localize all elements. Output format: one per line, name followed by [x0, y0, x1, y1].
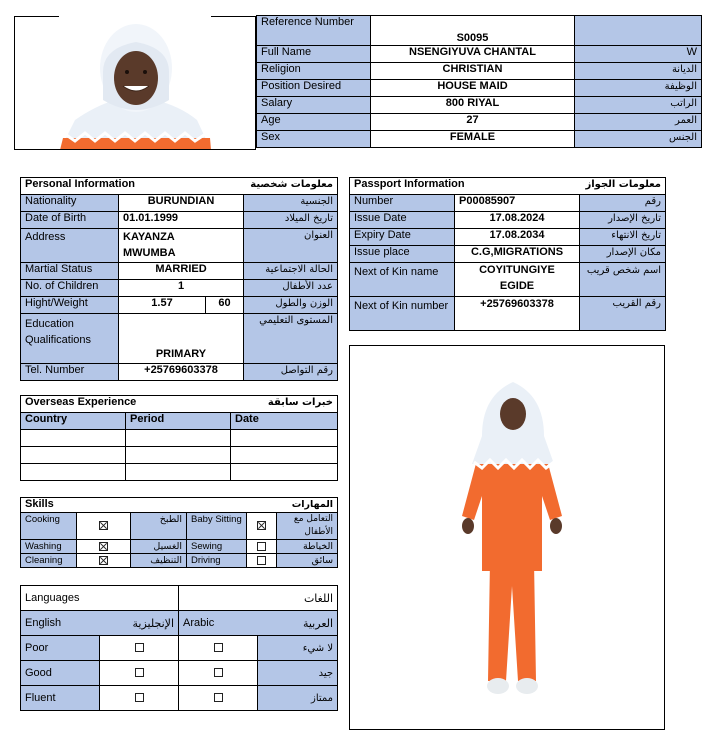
personal-info-table	[20, 177, 338, 381]
dob-ar: تاريخ الميلاد	[244, 212, 338, 229]
tel-value: +25769603378	[119, 364, 244, 381]
skill-sewing-ar: الخياطة	[277, 540, 338, 554]
children-label: No. of Children	[21, 280, 119, 297]
height-weight-label: Hight/Weight	[21, 297, 119, 314]
overseas-title: Overseas Experience	[21, 396, 231, 413]
salary-value: 800 RIYAL	[371, 97, 575, 114]
skill-cooking-ar: الطبخ	[131, 513, 187, 540]
position-ar: الوظيفة	[575, 80, 702, 97]
nationality-value: BURUNDIAN	[119, 195, 244, 212]
skill-cooking-label: Cooking	[21, 513, 77, 540]
nationality-label: Nationality	[21, 195, 119, 212]
skill-cleaning-checkbox[interactable]	[99, 556, 108, 565]
children-value: 1	[119, 280, 244, 297]
sex-label: Sex	[257, 131, 371, 148]
personal-info-title: Personal Information	[21, 178, 206, 195]
table-row	[21, 464, 338, 481]
education-label: Education Qualifications	[21, 314, 119, 364]
issue-place-ar: مكان الإصدار	[580, 246, 666, 263]
position-value: HOUSE MAID	[371, 80, 575, 97]
header-table	[256, 15, 702, 148]
education-value: PRIMARY	[119, 314, 244, 364]
arabic-poor-checkbox[interactable]	[214, 643, 223, 652]
address-ar: العنوان	[244, 229, 338, 263]
religion-ar: الديانة	[575, 63, 702, 80]
english-label: English	[21, 611, 100, 636]
table-row	[21, 447, 338, 464]
level-poor-label: Poor	[21, 636, 100, 661]
english-fluent-checkbox[interactable]	[135, 693, 144, 702]
salary-label: Salary	[257, 97, 371, 114]
kin-name-value: COYITUNGIYE EGIDE	[455, 263, 580, 297]
english-good-checkbox[interactable]	[135, 668, 144, 677]
personal-info-title-ar: معلومات شخصية	[206, 178, 338, 195]
languages-table	[20, 585, 338, 711]
issue-date-value: 17.08.2024	[455, 212, 580, 229]
languages-title: Languages	[21, 586, 179, 611]
kin-number-value: +25769603378	[455, 297, 580, 331]
skill-babysitting-checkbox[interactable]	[257, 521, 266, 530]
issue-place-value: C.G,MIGRATIONS	[455, 246, 580, 263]
passport-number-value: P00085907	[455, 195, 580, 212]
full-body-photo	[349, 345, 665, 730]
arabic-label: Arabic	[179, 611, 258, 636]
english-poor-checkbox[interactable]	[135, 643, 144, 652]
skill-cleaning-label: Cleaning	[21, 554, 77, 568]
arabic-good-checkbox[interactable]	[214, 668, 223, 677]
skill-driving-checkbox[interactable]	[257, 556, 266, 565]
skills-title-ar: المهارات	[187, 498, 338, 513]
education-ar: المستوى التعليمي	[244, 314, 338, 364]
weight-value: 60	[206, 297, 244, 314]
address-label: Address	[21, 229, 119, 263]
reference-number-value: S0095	[371, 16, 575, 46]
dob-value: 01.01.1999	[119, 212, 244, 229]
full-name-value: NSENGIYUVA CHANTAL	[371, 46, 575, 63]
issue-date-label: Issue Date	[350, 212, 455, 229]
expiry-date-label: Expiry Date	[350, 229, 455, 246]
position-label: Position Desired	[257, 80, 371, 97]
level-fluent-label: Fluent	[21, 686, 100, 711]
skill-cooking-checkbox[interactable]	[99, 521, 108, 530]
reference-number-label: Reference Number	[257, 16, 371, 46]
passport-number-label: Number	[350, 195, 455, 212]
level-poor-ar: لا شيء	[258, 636, 338, 661]
marital-ar: الحالة الاجتماعية	[244, 263, 338, 280]
skill-washing-ar: الغسيل	[131, 540, 187, 554]
expiry-date-value: 17.08.2034	[455, 229, 580, 246]
religion-label: Religion	[257, 63, 371, 80]
sex-ar: الجنس	[575, 131, 702, 148]
skill-cleaning-ar: التنظيف	[131, 554, 187, 568]
table-row	[21, 430, 338, 447]
passport-number-ar: رقم	[580, 195, 666, 212]
issue-place-label: Issue place	[350, 246, 455, 263]
skill-driving-ar: سائق	[277, 554, 338, 568]
age-label: Age	[257, 114, 371, 131]
skill-sewing-label: Sewing	[187, 540, 247, 554]
tel-ar: رقم التواصل	[244, 364, 338, 381]
nationality-ar: الجنسية	[244, 195, 338, 212]
marital-label: Martial Status	[21, 263, 119, 280]
languages-title-ar: اللغات	[179, 586, 338, 611]
kin-number-label: Next of Kin number	[350, 297, 455, 331]
height-weight-ar: الوزن والطول	[244, 297, 338, 314]
col-country: Country	[21, 413, 126, 430]
children-ar: عدد الأطفال	[244, 280, 338, 297]
skill-washing-checkbox[interactable]	[99, 542, 108, 551]
marital-value: MARRIED	[119, 263, 244, 280]
age-value: 27	[371, 114, 575, 131]
religion-value: CHRISTIAN	[371, 63, 575, 80]
issue-date-ar: تاريخ الإصدار	[580, 212, 666, 229]
address-value: KAYANZA MWUMBA	[119, 229, 244, 263]
arabic-fluent-checkbox[interactable]	[214, 693, 223, 702]
skill-sewing-checkbox[interactable]	[257, 542, 266, 551]
kin-number-ar: رقم القريب	[580, 297, 666, 331]
kin-name-label: Next of Kin name	[350, 263, 455, 297]
full-name-ar: W	[575, 46, 702, 63]
height-value: 1.57	[119, 297, 206, 314]
level-good-label: Good	[21, 661, 100, 686]
level-fluent-ar: ممتاز	[258, 686, 338, 711]
tel-label: Tel. Number	[21, 364, 119, 381]
dob-label: Date of Birth	[21, 212, 119, 229]
kin-name-ar: اسم شخص قريب	[580, 263, 666, 297]
skill-babysitting-ar: التعامل مع الأطفال	[277, 513, 338, 540]
age-ar: العمر	[575, 114, 702, 131]
overseas-experience-table	[20, 395, 338, 481]
skill-babysitting-label: Baby Sitting	[187, 513, 247, 540]
overseas-title-ar: خبرات سابقة	[231, 396, 338, 413]
skills-table	[20, 497, 338, 568]
sex-value: FEMALE	[371, 131, 575, 148]
passport-info-table	[349, 177, 666, 331]
passport-info-title: Passport Information	[350, 178, 580, 195]
level-good-ar: جيد	[258, 661, 338, 686]
skills-title: Skills	[21, 498, 187, 513]
skill-driving-label: Driving	[187, 554, 247, 568]
arabic-ar: العربية	[258, 611, 338, 636]
full-name-label: Full Name	[257, 46, 371, 63]
col-date: Date	[231, 413, 338, 430]
passport-info-title-ar: معلومات الجواز	[580, 178, 666, 195]
english-ar: الإنجليزية	[100, 611, 179, 636]
skill-washing-label: Washing	[21, 540, 77, 554]
expiry-date-ar: تاريخ الانتهاء	[580, 229, 666, 246]
salary-ar: الراتب	[575, 97, 702, 114]
portrait-photo	[14, 16, 256, 150]
col-period: Period	[126, 413, 231, 430]
